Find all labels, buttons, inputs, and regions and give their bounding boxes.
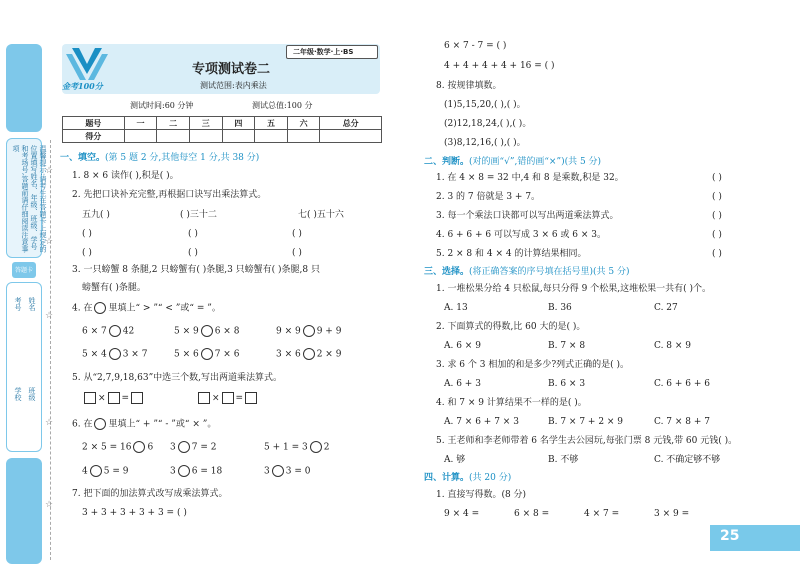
choice-option[interactable]: C. 27: [654, 303, 678, 313]
page-subtitle: 测试范围:表内乘法: [200, 81, 267, 90]
answer-circle[interactable]: [178, 441, 190, 453]
choice-option[interactable]: B. 6 × 3: [548, 379, 586, 389]
choice-option[interactable]: C. 7 × 8 + 7: [654, 417, 710, 427]
test-time: 测试时间:60 分钟: [130, 101, 194, 110]
question-4: [72, 302, 221, 315]
judge-2: 2. 3 的 7 倍就是 3 + 7。: [436, 192, 541, 202]
score-table-cell: 五: [255, 117, 288, 130]
question-2-blank: ( ): [188, 248, 198, 258]
sidebar-notice: [6, 138, 47, 258]
calc-item: 3 × 9 =: [654, 509, 690, 519]
compare-item: [82, 348, 147, 361]
choice-3: 3. 求 6 个 3 相加的和是多少?列式正确的是( )。: [436, 360, 630, 370]
choice-option[interactable]: B. 7 × 8: [548, 341, 586, 351]
question-2-rhyme-b: ( )三十二: [180, 210, 217, 220]
score-table-cell: 总分: [320, 117, 382, 130]
choice-option[interactable]: A. 13: [444, 303, 468, 313]
operator-right: 3 = 0: [285, 466, 311, 477]
brand-name: 金考100分: [62, 81, 103, 91]
question-6-pre: 6. 在: [72, 419, 93, 430]
answer-circle[interactable]: [178, 465, 190, 477]
times-sign: ×: [212, 393, 220, 404]
score-input-cell[interactable]: [287, 130, 320, 143]
judge-answer[interactable]: ( ): [712, 249, 722, 259]
answer-box[interactable]: [108, 392, 120, 404]
score-table-cell: 六: [287, 117, 320, 130]
operator-right: 7 = 2: [191, 442, 217, 453]
section-3-note: (将正确答案的序号填在括号里)(共 5 分): [469, 267, 630, 277]
compare-left: 5 × 4: [82, 349, 107, 360]
page-number: 25: [720, 528, 740, 544]
section-4-heading: [424, 472, 511, 484]
operator-right: 6: [147, 442, 154, 453]
compare-item: [82, 325, 134, 338]
binding-line: [50, 140, 51, 560]
choice-option[interactable]: B. 7 × 7 + 2 × 9: [548, 417, 624, 427]
score-table-cell: 二: [157, 117, 190, 130]
page-title: 专项测试卷二: [192, 62, 271, 77]
sidebar-top: [6, 44, 42, 132]
compare-right: 6 × 8: [214, 326, 240, 337]
score-table-header-row: [63, 117, 382, 130]
question-5: 5. 从“2,7,9,18,63”中选三个数,写出两道乘法算式。: [72, 373, 283, 383]
choice-option[interactable]: A. 6 + 3: [444, 379, 481, 389]
compare-item: [276, 325, 341, 338]
answer-circle[interactable]: [272, 465, 284, 477]
grade-tag: [286, 45, 378, 59]
section-1-note: (第 5 题 2 分,其他每空 1 分,共 38 分): [105, 153, 260, 163]
answer-circle[interactable]: [201, 348, 213, 360]
equals-sign: =: [121, 393, 130, 404]
circle-icon: [94, 418, 106, 430]
sidebar-info-box: [6, 282, 42, 452]
question-2-rhyme-c: 七( )五十六: [298, 210, 344, 220]
answer-circle[interactable]: [310, 441, 322, 453]
sidebar-label-text: 答题卡: [15, 267, 34, 274]
compare-left: 3 × 6: [276, 349, 301, 360]
question-8-item-2: (2)12,18,24,( ),( )。: [444, 119, 532, 129]
score-input-cell[interactable]: [222, 130, 255, 143]
judge-answer[interactable]: ( ): [712, 192, 722, 202]
operator-right: 2: [323, 442, 330, 453]
compare-item: [174, 325, 239, 338]
star-icon: ☆: [45, 418, 54, 428]
question-5-boxes-a: [82, 392, 145, 405]
operator-left: 4: [82, 466, 88, 477]
question-7-item-3: 4 + 4 + 4 + 4 + 16 = ( ): [444, 61, 555, 71]
compare-right: 7 × 6: [214, 349, 240, 360]
question-7-item-2: 6 × 7 - 7 = ( ): [444, 41, 507, 51]
calc-1: 1. 直接写得数。(8 分): [436, 490, 527, 500]
grade-tag-text: 二年级·数学·上·BS: [293, 48, 354, 56]
compare-right: 2 × 9: [316, 349, 342, 360]
score-table-score-row: [63, 130, 382, 143]
calc-item: 9 × 4 =: [444, 509, 480, 519]
score-table-cell: 三: [189, 117, 222, 130]
question-2: 2. 先把口诀补充完整,再根据口诀写出乘法算式。: [72, 190, 267, 200]
sidebar-number-label: 考号: [14, 297, 22, 311]
choice-option[interactable]: B. 不够: [548, 455, 579, 465]
choice-option[interactable]: C. 6 + 6 + 6: [654, 379, 710, 389]
operator-item: [170, 465, 222, 478]
question-6-post: 里填上“ + ”“ - ”或“ × ”。: [108, 419, 217, 430]
section-2-title: 二、判断。: [424, 157, 470, 167]
star-icon: ☆: [45, 311, 54, 321]
judge-answer[interactable]: ( ): [712, 173, 722, 183]
question-8-item-3: (3)8,12,16,( ),( )。: [444, 138, 526, 148]
choice-option[interactable]: C. 不确定够不够: [654, 455, 721, 465]
score-table-cell: 四: [222, 117, 255, 130]
choice-2: 2. 下面算式的得数,比 60 大的是( )。: [436, 322, 586, 332]
compare-item: [276, 348, 341, 361]
compare-item: [174, 348, 239, 361]
score-input-cell[interactable]: [320, 130, 382, 143]
section-3-heading: [424, 266, 630, 278]
sidebar-class-label: 班级: [28, 387, 36, 401]
test-score: 测试总值:100 分: [252, 101, 313, 110]
answer-circle[interactable]: [201, 325, 213, 337]
question-3-cont: 螃蟹有( )条腿。: [82, 283, 146, 293]
circle-icon: [94, 302, 106, 314]
question-7: 7. 把下面的加法算式改写成乘法算式。: [72, 489, 228, 499]
answer-circle[interactable]: [90, 465, 102, 477]
star-icon: ☆: [45, 166, 54, 176]
question-8-item-1: (1)5,15,20,( ),( )。: [444, 100, 526, 110]
score-input-cell[interactable]: [124, 130, 157, 143]
choice-option[interactable]: C. 8 × 9: [654, 341, 692, 351]
question-2-blank: ( ): [188, 229, 198, 239]
operator-left: 5 + 1 = 3: [264, 442, 308, 453]
operator-item: [82, 441, 153, 454]
question-5-boxes-b: [196, 392, 259, 405]
operator-item: [170, 441, 216, 454]
choice-1: 1. 一堆松果分给 4 只松鼠,每只分得 9 个松果,这堆松果一共有( )个。: [436, 284, 711, 294]
question-8: 8. 按规律填数。: [436, 81, 502, 91]
answer-box[interactable]: [245, 392, 257, 404]
answer-circle[interactable]: [109, 325, 121, 337]
choice-option[interactable]: A. 7 × 6 + 7 × 3: [444, 417, 519, 427]
question-2-blank: ( ): [82, 248, 92, 258]
question-4-pre: 4. 在: [72, 303, 93, 314]
question-6: [72, 418, 216, 431]
sidebar-school-label: 学校: [14, 387, 22, 401]
question-2-rhyme-a: 五九( ): [82, 210, 110, 220]
sidebar-label-box: [12, 262, 36, 278]
compare-left: 5 × 9: [174, 326, 199, 337]
choice-option[interactable]: B. 36: [548, 303, 572, 313]
compare-left: 9 × 9: [276, 326, 301, 337]
answer-box[interactable]: [84, 392, 96, 404]
section-1-title: 一、填空。: [60, 153, 106, 163]
star-icon: ☆: [45, 237, 54, 247]
operator-left: 3: [170, 442, 176, 453]
choice-5: 5. 王老师和李老师带着 6 名学生去公园玩,每张门票 8 元钱,带 60 元钱( )。: [436, 436, 738, 446]
score-table-cell: 一: [124, 117, 157, 130]
judge-3: 3. 每一个乘法口诀都可以写出两道乘法算式。: [436, 211, 619, 221]
judge-5: 5. 2 × 8 和 4 × 4 的计算结果相同。: [436, 249, 587, 259]
operator-item: [264, 465, 310, 478]
question-7-item-1: 3 + 3 + 3 + 3 + 3 = ( ): [82, 508, 187, 518]
answer-circle[interactable]: [303, 348, 315, 360]
equals-sign: =: [235, 393, 244, 404]
judge-1: 1. 在 4 × 8 = 32 中,4 和 8 是乘数,积是 32。: [436, 173, 624, 183]
choice-option[interactable]: A. 够: [444, 455, 466, 465]
judge-answer[interactable]: ( ): [712, 230, 722, 240]
compare-right: 3 × 7: [122, 349, 148, 360]
section-2-heading: [424, 156, 601, 168]
sidebar-notice-text: 温馨提示:请考生在答题卡上规定的位置填写姓名、年级、班级、学号和考场号,答题前请仔细阅读注意事项: [12, 145, 47, 253]
choice-4: 4. 和 7 × 9 计算结果不一样的是( )。: [436, 398, 587, 408]
score-table: [62, 116, 382, 143]
operator-left: 3: [170, 466, 176, 477]
sidebar-bottom: [6, 458, 42, 564]
calc-item: 4 × 7 =: [584, 509, 620, 519]
operator-left: 3: [264, 466, 270, 477]
score-input-cell[interactable]: [255, 130, 288, 143]
section-4-note: (共 20 分): [469, 473, 512, 483]
question-2-blank: ( ): [82, 229, 92, 239]
compare-right: 9 + 9: [316, 326, 342, 337]
operator-item: [82, 465, 128, 478]
choice-option[interactable]: A. 6 × 9: [444, 341, 481, 351]
question-1: 1. 8 × 6 读作( ),积是( )。: [72, 171, 179, 181]
section-4-title: 四、计算。: [424, 473, 470, 483]
answer-circle[interactable]: [133, 441, 145, 453]
compare-left: 6 × 7: [82, 326, 107, 337]
answer-box[interactable]: [222, 392, 234, 404]
compare-right: 42: [122, 326, 135, 337]
judge-4: 4. 6 + 6 + 6 可以写成 3 × 6 或 6 × 3。: [436, 230, 607, 240]
question-2-blank: ( ): [292, 229, 302, 239]
calc-item: 6 × 8 =: [514, 509, 550, 519]
times-sign: ×: [98, 393, 106, 404]
question-3: 3. 一只螃蟹 8 条腿,2 只螃蟹有( )条腿,3 只螃蟹有( )条腿,8 只: [72, 265, 321, 275]
answer-circle[interactable]: [109, 348, 121, 360]
star-icon: ☆: [45, 500, 54, 510]
judge-answer[interactable]: ( ): [712, 211, 722, 221]
operator-left: 2 × 5 = 16: [82, 442, 132, 453]
section-1-heading: [60, 152, 259, 164]
question-2-blank: ( ): [292, 248, 302, 258]
section-3-title: 三、选择。: [424, 267, 470, 277]
score-table-cell: 题号: [63, 117, 125, 130]
answer-box[interactable]: [198, 392, 210, 404]
score-input-cell[interactable]: [157, 130, 190, 143]
operator-item: [264, 441, 329, 454]
question-4-post: 里填上“ > ”“ < ”或“ = ”。: [108, 303, 221, 314]
operator-right: 6 = 18: [191, 466, 223, 477]
answer-box[interactable]: [131, 392, 143, 404]
score-table-cell: 得分: [63, 130, 125, 143]
operator-right: 5 = 9: [103, 466, 129, 477]
answer-circle[interactable]: [303, 325, 315, 337]
compare-left: 5 × 6: [174, 349, 199, 360]
score-input-cell[interactable]: [189, 130, 222, 143]
section-2-note: (对的画“√”,错的画“×”)(共 5 分): [469, 157, 602, 167]
sidebar-name-label: 姓名: [28, 297, 36, 311]
